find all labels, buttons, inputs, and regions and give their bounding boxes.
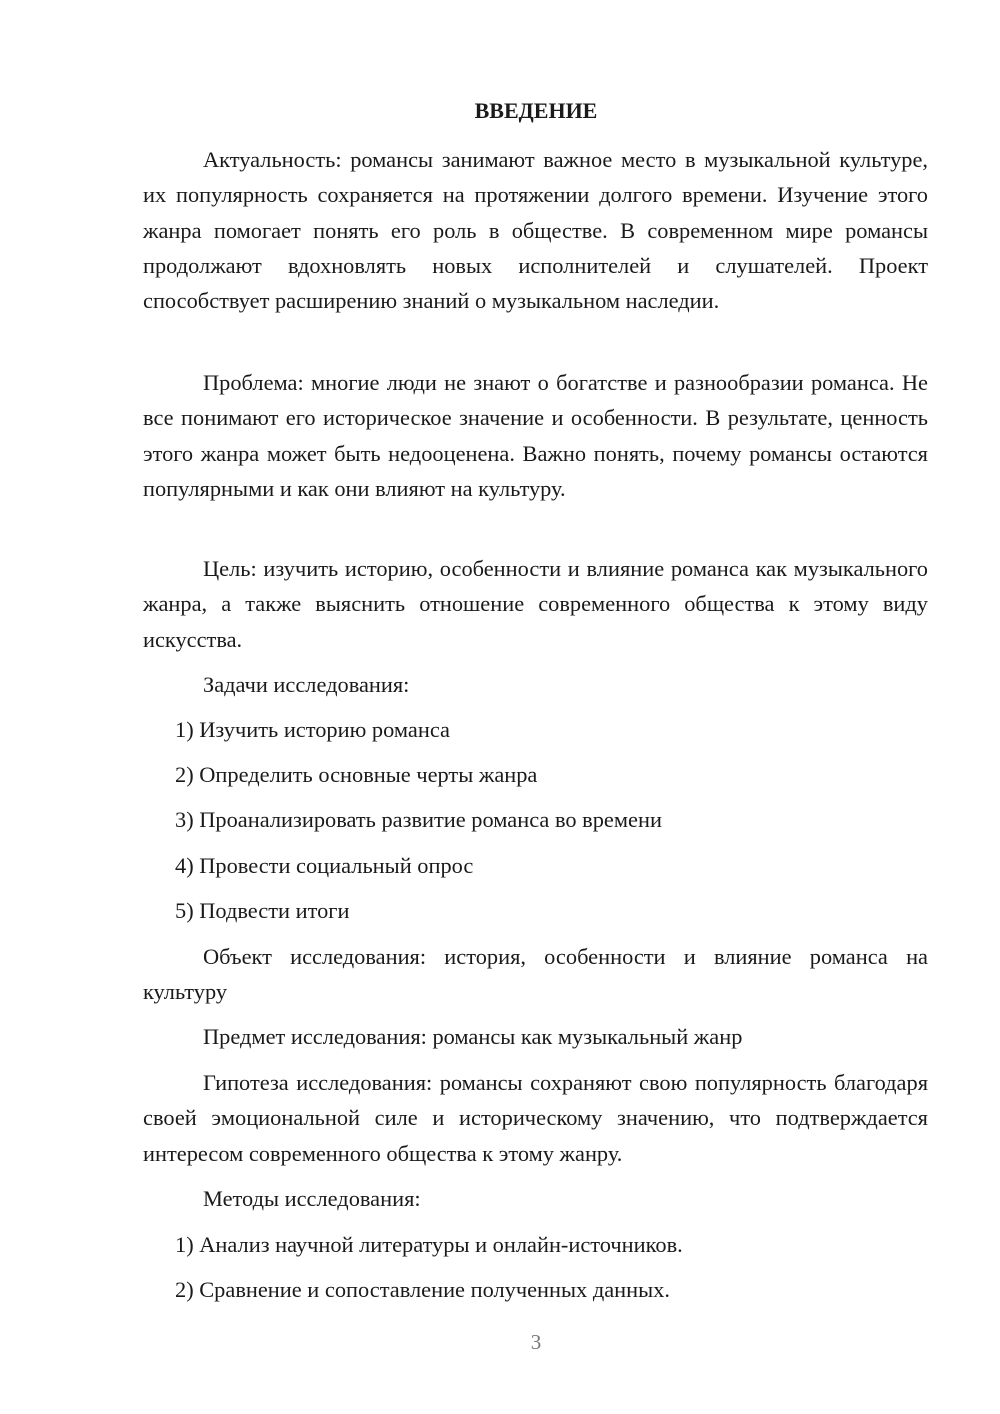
methods-heading: Методы исследования: [203,1186,421,1211]
object-paragraph: Объект исследования: история, особенности и влияние романса на культуру [143,944,928,1005]
subject-line: Предмет исследования: романсы как музыкальный жанр [203,1024,743,1049]
relevance-paragraph: Актуальность: романсы занимают важное место в музыкальной культуре, их популярность сохраняется на протяжении долгого времени. Изучение этого жанра помогает понять его роль в обществе. В современном мире романсы продолжают вдохновлять новых исполнителей и слушателей. Проект способствует расширению знаний о музыкальном наследии. [143,147,928,314]
task-item: 4) Провести социальный опрос [175,853,474,878]
method-item: 2) Сравнение и сопоставление полученных данных. [175,1277,670,1302]
hypothesis-paragraph: Гипотеза исследования: романсы сохраняют свою популярность благодаря своей эмоциональной силе и историческому значению, что подтверждается интересом современного общества к этому жанру. [143,1070,928,1166]
task-item: 1) Изучить историю романса [175,717,450,742]
method-item: 1) Анализ научной литературы и онлайн-источников. [175,1232,683,1257]
task-item: 5) Подвести итоги [175,898,350,923]
goal-paragraph: Цель: изучить историю, особенности и влияние романса как музыкального жанра, а также выяснить отношение современного общества к этому виду искусства. [143,556,928,652]
page-title: ВВЕДЕНИЕ [474,98,598,123]
task-item: 3) Проанализировать развитие романса во времени [175,807,662,832]
problem-paragraph: Проблема: многие люди не знают о богатстве и разнообразии романса. Не все понимают его историческое значение и особенности. В результате, ценность этого жанра может быть недооценена. Важно понять, почему романсы остаются популярными и как они влияют на культуру. [143,370,928,501]
tasks-heading: Задачи исследования: [203,672,410,697]
page-number: 3 [530,1330,542,1354]
task-item: 2) Определить основные черты жанра [175,762,538,787]
